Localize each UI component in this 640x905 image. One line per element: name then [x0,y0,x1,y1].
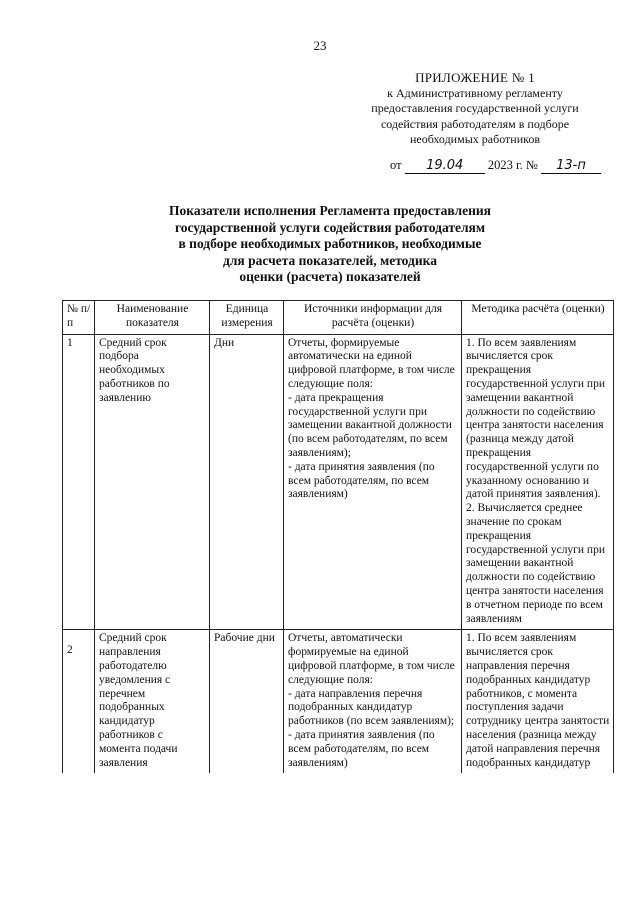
row-name: Средний срок направления работодателю уведомления с перечнем подобранных кандидатур работников с момента подачи заявления [95,630,210,773]
table-row [63,630,614,773]
header-num: № п/п [63,301,95,335]
indicators-table [62,300,614,773]
appendix-line: необходимых работников [409,132,541,146]
title-line: в подборе необходимых работников, необходимые [178,236,482,251]
row-method: 1. По всем заявлениям вычисляется срок направления перечня подобранных кандидатур работников, с момента поступления задачи сотруднику центра занятости населения (разница между датой направления перечня подобранных кандидатур [462,630,614,773]
row-num: 1 [63,334,95,630]
title-line: государственной услуги содействия работодателям [174,219,486,235]
order-reference [390,158,601,174]
appendix-block [360,70,590,148]
appendix-line: предоставления государственной услуги [371,101,579,115]
order-number-handwritten: 13-п [541,159,601,174]
table-row [63,334,614,630]
order-from-label: от [390,158,402,172]
row-num: 2 [63,630,95,773]
page-number: 23 [313,38,327,53]
title-line: Показатели исполнения Регламента предоставления [169,203,491,218]
row-unit: Рабочие дни [210,630,284,773]
row-sources: Отчеты, формируемые автоматически на единой цифровой платформе, в том числе следующие поля: - дата прекращения государственной услуги при замещении вакантной должности (по всем работодателям, по всем заявлениям); - дата принятия заявления (по всем работодателям, по всем заявлениям) [284,334,462,630]
header-method: Методика расчёта (оценки) [462,301,614,335]
order-date-handwritten: 19.04 [405,159,485,174]
row-method: 1. По всем заявлениям вычисляется срок прекращения государственной услуги при замещении вакантной должности по содействию центра занятости населения (разница между датой прекращения государственной услуги по указанному основанию и датой принятия заявления). 2. Вычисляется среднее значение по срокам прекращения государственной услуги при замещении вакантной должности по содействию центра занятости населения в отчетном периоде по всем заявлениям [462,334,614,630]
row-name: Средний срок подбора необходимых работников по заявлению [95,334,210,630]
title-line: оценки (расчета) показателей [239,269,421,284]
table-header-row [63,301,614,335]
order-year-label: 2023 г. № [487,158,538,172]
appendix-line: содействия работодателям в подборе [380,116,570,131]
row-unit: Дни [210,334,284,630]
header-name: Наименование показателя [95,301,210,335]
header-unit: Единица измерения [210,301,284,335]
title-line: для расчета показателей, методика [223,252,437,268]
row-sources: Отчеты, автоматически формируемые на единой цифровой платформе, в том числе следующие поля: - дата направления перечня подобранных кандидатур работников (по всем заявлениям); - дата принятия заявления (по всем работодателям, по всем заявлениям) [284,630,462,773]
document-title [120,203,540,286]
appendix-line: к Административному регламенту [387,85,563,100]
header-sources: Источники информации для расчёта (оценки) [284,301,462,335]
appendix-heading: ПРИЛОЖЕНИЕ № 1 [415,70,535,85]
